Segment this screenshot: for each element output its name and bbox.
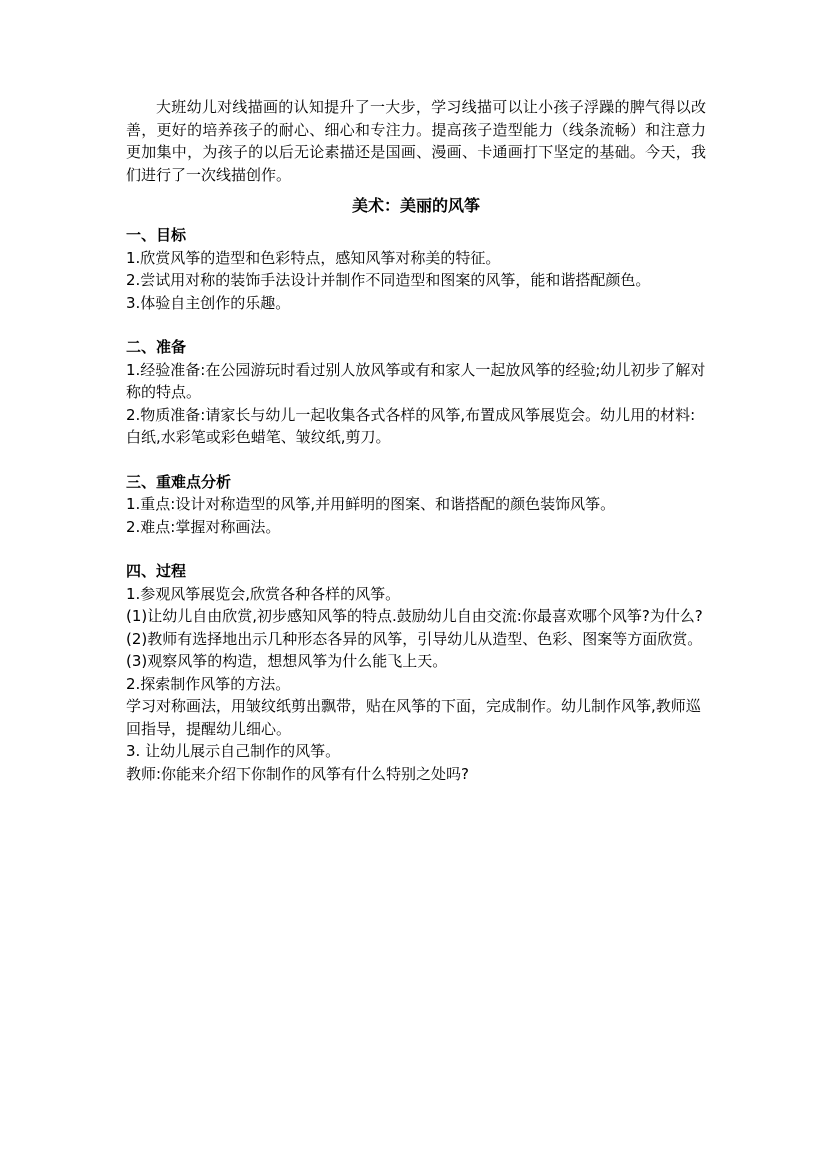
section-heading: 四、过程	[126, 562, 187, 580]
section-heading: 一、目标	[126, 226, 187, 244]
list-item: 3. 让幼儿展示自己制作的风筝。	[126, 742, 341, 760]
section-heading: 二、准备	[126, 338, 187, 356]
list-item: 2.探索制作风筝的方法。	[126, 674, 291, 693]
list-item: 教师:你能来介绍下你制作的风筝有什么特别之处吗?	[126, 764, 470, 783]
list-item: 学习对称画法，用皱纹纸剪出飘带，贴在风筝的下面，完成制作。幼儿制作风筝,教师巡回指导，提醒幼儿细心。	[126, 697, 701, 738]
list-item: 3.体验自主创作的乐趣。	[126, 293, 291, 312]
list-item: (1)让幼儿自由欣赏,初步感知风筝的特点.鼓励幼儿自由交流:你最喜欢哪个风筝?为什么?	[126, 607, 703, 625]
section-heading: 三、重难点分析	[126, 472, 232, 491]
list-item: 1.参观风筝展览会,欣赏各种各样的风筝。	[126, 584, 401, 603]
list-item: 1.经验准备:在公园游玩时看过别人放风筝或有和家人一起放风筝的经验;幼儿初步了解对称的特点。	[126, 360, 706, 401]
section-process	[126, 560, 706, 785]
section-preparation	[126, 336, 706, 449]
section-goals	[126, 224, 706, 314]
list-item: 2.难点:掌握对称画法。	[126, 517, 281, 536]
list-item: 2.物质准备:请家长与幼儿一起收集各式各样的风筝,布置成风筝展览会。幼儿用的材料:白纸,水彩笔或彩色蜡笔、皱纹纸,剪刀。	[126, 405, 696, 446]
list-item: (3)观察风筝的构造，想想风筝为什么能飞上天。	[126, 652, 448, 670]
document-page	[126, 96, 706, 785]
list-item: 1.欣赏风筝的造型和色彩特点，感知风筝对称美的特征。	[126, 248, 501, 267]
section-key-points	[126, 471, 706, 539]
list-item: (2)教师有选择地出示几种形态各异的风筝，引导幼儿从造型、色彩、图案等方面欣赏。	[126, 629, 703, 648]
list-item: 2.尝试用对称的装饰手法设计并制作不同造型和图案的风筝，能和谐搭配颜色。	[126, 271, 651, 289]
list-item: 1.重点:设计对称造型的风筝,并用鲜明的图案、和谐搭配的颜色装饰风筝。	[126, 495, 616, 513]
lesson-title: 美术：美丽的风筝	[351, 196, 480, 215]
intro-paragraph: 大班幼儿对线描画的认知提升了一大步，学习线描可以让小孩子浮躁的脾气得以改善，更好的培养孩子的耐心、细心和专注力。提高孩子造型能力（线条流畅）和注意力更加集中，为孩子的以后无论素描还是国画、漫画、卡通画打下坚定的基础。今天，我们进行了一次线描创作。	[126, 98, 706, 184]
